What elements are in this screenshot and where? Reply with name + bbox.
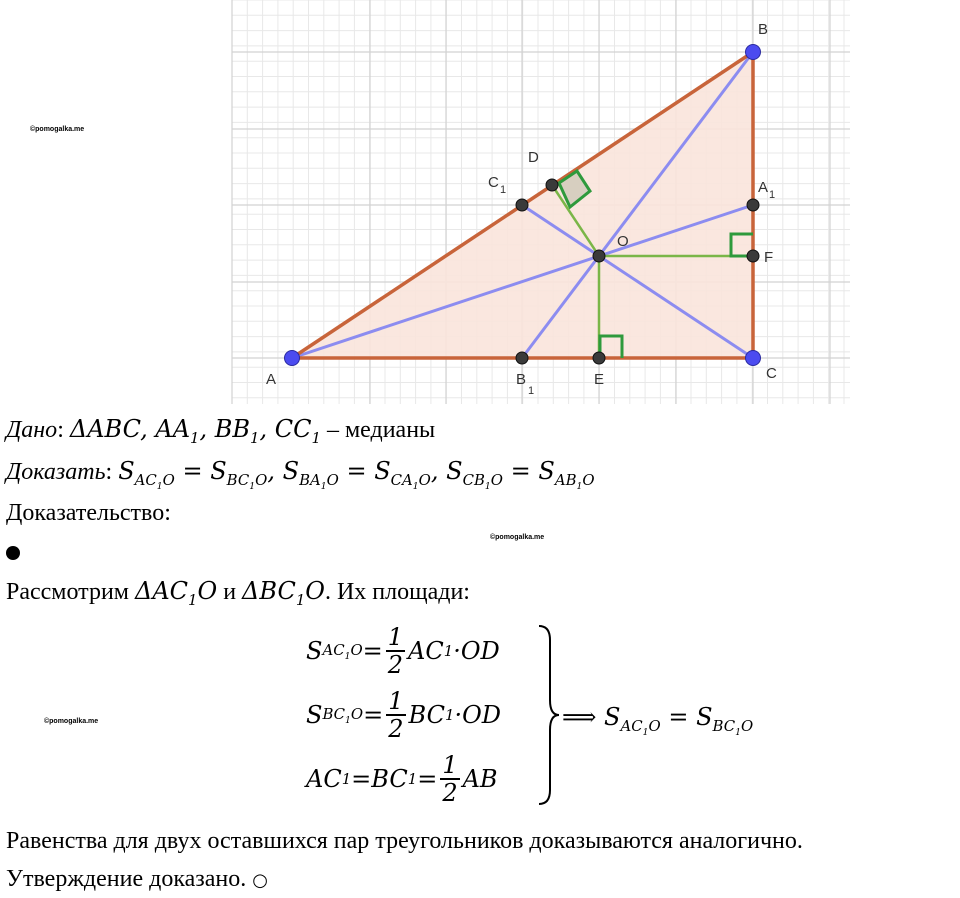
bullet-line	[6, 538, 20, 568]
given-rest: – медианы	[320, 417, 436, 443]
equation-1: S $AC_1O$ = $\frac{1}{2}$ AC 1 · OD	[306, 623, 500, 679]
label-f: F	[764, 249, 774, 266]
bullet-icon	[6, 546, 20, 560]
label-b: B	[758, 21, 769, 38]
watermark-middle: ©pomogalka.me	[490, 534, 545, 541]
equation-system	[300, 620, 820, 810]
point-o	[593, 250, 605, 262]
proof-label: Доказательство:	[6, 500, 171, 526]
vertex-b	[746, 45, 761, 60]
equation-3: AC 1 = BC 1 = $\frac{1}{2}$ AB	[306, 751, 498, 807]
watermark-bottom: ©pomogalka.me	[44, 718, 99, 725]
prove-label: Доказать	[6, 459, 106, 485]
right-brace	[536, 620, 562, 810]
given-line: Дано: ΔABC, $AA_1$, $BB_1$, $CC_1$ – медианы	[6, 415, 436, 447]
label-a1-sub: 1	[769, 189, 776, 201]
point-a1	[747, 199, 759, 211]
point-e	[593, 352, 605, 364]
watermark-top: ©pomogalka.me	[30, 126, 85, 133]
label-o: O	[617, 233, 629, 250]
given-label: Дано	[6, 417, 58, 443]
label-b1-sub: 1	[528, 385, 535, 397]
point-c1	[516, 199, 528, 211]
point-d	[546, 179, 558, 191]
fraction-half: $\frac{1}{2}$	[387, 623, 404, 679]
label-a1: A	[758, 179, 769, 196]
equation-2: S $BC_1O$ = $\frac{1}{2}$ BC 1 · OD	[306, 687, 501, 743]
consider-line: Рассмотрим $\Delta AC_1O$ и $\Delta BC_1O$. Их площади:	[6, 577, 470, 609]
conclusion: ⟹ $S_{AC_1O} = S_{BC_1O}$	[562, 703, 754, 738]
label-c1: C	[488, 174, 499, 191]
fraction-half: $\frac{1}{2}$	[442, 751, 458, 807]
label-c1-sub: 1	[500, 184, 507, 196]
qed-icon: ○	[252, 870, 268, 891]
label-d: D	[528, 149, 539, 166]
vertex-a	[285, 351, 300, 366]
point-b1	[516, 352, 528, 364]
vertex-c	[746, 351, 761, 366]
label-e: E	[594, 371, 605, 388]
point-f	[747, 250, 759, 262]
given-math: ΔABC, $AA_1$, $BB_1$, $CC_1$	[69, 415, 321, 447]
prove-math: $S_{AC_1O} = S_{BC_1O}$, $S_{BA_1O} = S_{CA_1O}$, $S_{CB_1O} = S_{AB_1O}$	[118, 457, 595, 492]
prove-line: Доказать: $S_{AC_1O} = S_{BC_1O}$, $S_{BA_1O} = S_{CA_1O}$, $S_{CB_1O} = S_{AB_1O}$	[6, 457, 595, 492]
fraction-half: $\frac{1}{2}$	[388, 687, 404, 743]
label-c: C	[766, 365, 777, 382]
label-b1: B	[516, 371, 527, 388]
label-a: A	[266, 371, 277, 388]
final-line-2: Утверждение доказано. ○	[6, 866, 268, 892]
final-line-1: Равенства для двух оставшихся пар треугольников доказываются аналогично.	[6, 828, 803, 854]
geometry-figure	[0, 0, 960, 408]
